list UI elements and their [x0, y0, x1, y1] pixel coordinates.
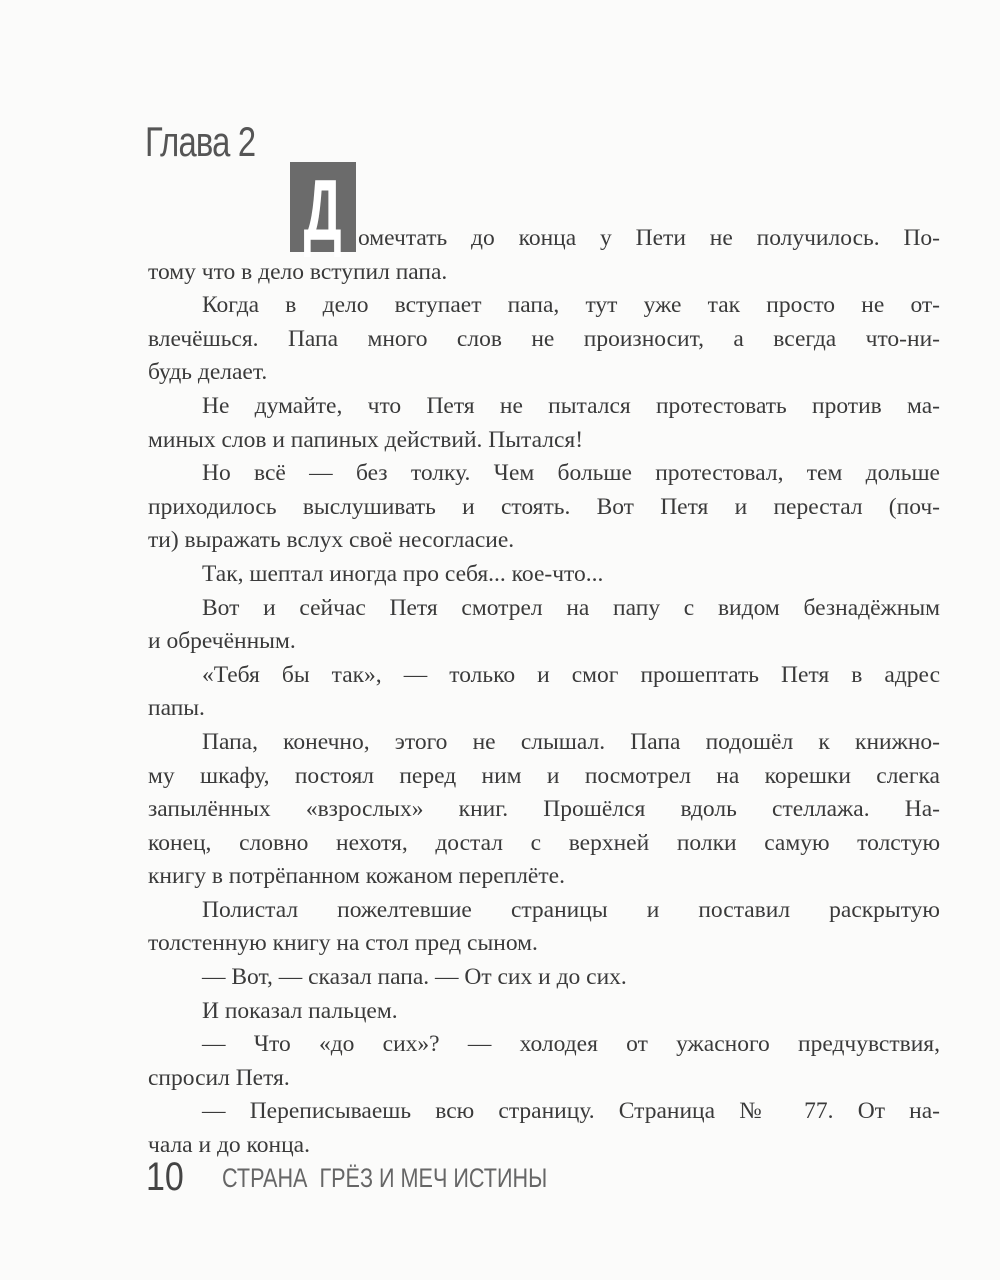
text-line: му шкафу, постоял перед ним и посмотрел на корешки слегка — [148, 762, 940, 789]
text-line: приходилось выслушивать и стоять. Вот Петя и перестал (поч- — [148, 493, 940, 520]
text-line: Когда в дело вступает папа, тут уже так просто не от- — [202, 292, 940, 319]
text-line: папы. — [148, 695, 205, 722]
text-line: запылённых «взрослых» книг. Прошёлся вдоль стеллажа. На- — [148, 796, 940, 823]
text-line: Папа, конечно, этого не слышал. Папа подошёл к книжно- — [202, 728, 940, 755]
drop-cap-letter: Д — [304, 163, 342, 259]
text-line: книгу в потрёпанном кожаном переплёте. — [148, 863, 565, 890]
text-line: Но всё — без толку. Чем больше протестовал, тем дольше — [202, 460, 940, 487]
text-line: — Вот, — сказал папа. — От сих и до сих. — [202, 964, 627, 991]
text-line: Так, шептал иногда про себя... кое-что... — [202, 560, 604, 587]
text-line: ти) выражать вслух своё несогласие. — [148, 527, 515, 554]
text-line: омечтать до конца у Пети не получилось. По- — [358, 225, 940, 251]
text-line: и обречённым. — [148, 628, 296, 655]
text-line: Вот и сейчас Петя смотрел на папу с видом безнадёжным — [202, 594, 940, 621]
text-line: «Тебя бы так», — только и смог прошептать Петя в адрес — [202, 661, 940, 688]
text-line: конец, словно нехотя, достал с верхней полки самую толстую — [148, 829, 940, 856]
chapter-heading: Глава 2 — [145, 118, 256, 165]
text-line: Полистал пожелтевшие страницы и поставил раскрытую — [202, 896, 940, 923]
body-text — [148, 222, 940, 1163]
running-footer-title: СТРАНА ГРЁЗ И МЕЧ ИСТИНЫ — [222, 1163, 548, 1193]
text-line: толстенную книгу на стол пред сыном. — [148, 930, 538, 957]
text-line: миных слов и папиных действий. Пытался! — [148, 426, 584, 453]
text-line: чала и до конца. — [148, 1132, 310, 1159]
text-line: — Что «до сих»? — холодея от ужасного предчувствия, — [202, 1031, 940, 1058]
text-line: влечёшься. Папа много слов не произносит, а всегда что-ни- — [148, 325, 940, 352]
text-line: И показал пальцем. — [202, 997, 398, 1024]
text-line: тому что в дело вступил папа. — [148, 258, 448, 285]
text-line: Не думайте, что Петя не пытался протестовать против ма- — [202, 392, 940, 419]
text-line: — Переписываешь всю страницу. Страница № 77. От на- — [202, 1098, 940, 1125]
page-number: 10 — [146, 1155, 184, 1199]
text-line: будь делает. — [148, 359, 268, 386]
text-line: спросил Петя. — [148, 1064, 290, 1091]
